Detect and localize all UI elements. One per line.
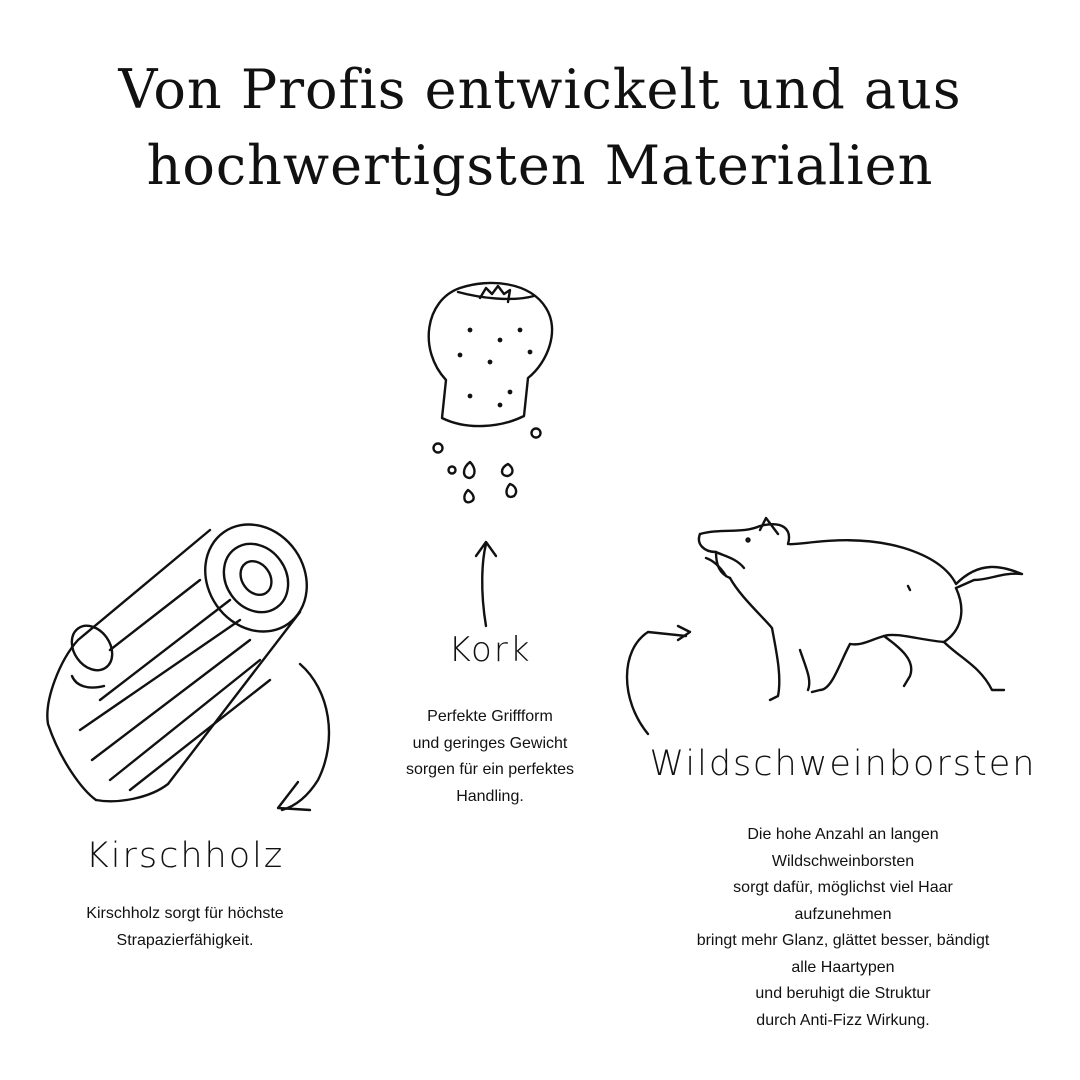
headline-line-1: Von Profis entwickelt und aus <box>118 58 962 121</box>
kork-description-line: sorgen für ein perfektes <box>405 761 575 778</box>
kork-description-line: Perfekte Griffform <box>427 708 553 725</box>
wildschweinborsten-description-line: und beruhigt die Struktur <box>755 985 931 1002</box>
kork-title: Kork <box>448 630 532 670</box>
wildschweinborsten-description-line: bringt mehr Glanz, glättet besser, bändigt <box>696 932 990 949</box>
wildschweinborsten-description-line: alle Haartypen <box>791 958 895 976</box>
kirschholz-title: Kirschholz <box>85 836 285 876</box>
wildschweinborsten-description-line: sorgt dafür, möglichst viel Haar <box>733 879 953 896</box>
kirschholz-description-line: Kirschholz sorgt für höchste <box>86 905 284 922</box>
wildschweinborsten-description-line: aufzunehmen <box>794 905 892 923</box>
kirschholz-description-line: Strapazierfähigkeit. <box>116 931 254 949</box>
wildschweinborsten-description-line: Die hohe Anzahl an langen <box>747 826 939 843</box>
kork-description-line: und geringes Gewicht <box>412 734 568 752</box>
wildschweinborsten-description-line: Wildschweinborsten <box>771 852 915 870</box>
wildschweinborsten-description <box>640 822 1046 1034</box>
wildschweinborsten-title: Wildschweinborsten <box>649 744 1037 784</box>
wildschweinborsten-description-line: durch Anti-Fizz Wirkung. <box>756 1011 930 1029</box>
kork-description-line: Handling. <box>456 787 524 805</box>
headline-line-2: hochwertigsten Materialien <box>146 134 934 197</box>
